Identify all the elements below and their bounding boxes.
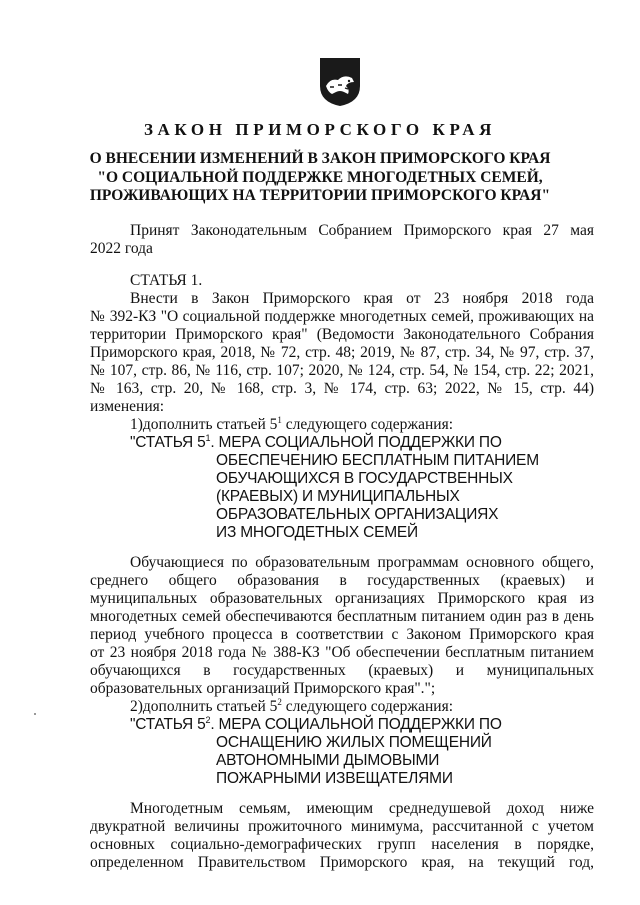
new-article-heading-line: ОБРАЗОВАТЕЛЬНЫХ ОРГАНИЗАЦИЯХ xyxy=(216,506,499,523)
new-article-heading-line: ПОЖАРНЫМИ ИЗВЕЩАТЕЛЯМИ xyxy=(216,770,453,787)
adoption-line: 2022 года xyxy=(90,240,153,257)
new-article-5-1-heading: "СТАТЬЯ $5^1$. МЕРА СОЦИАЛЬНОЙ ПОДДЕРЖКИ ПО xyxy=(130,432,502,451)
new-article-heading-line: АВТОНОМНЫМИ ДЫМОВЫМИ xyxy=(216,752,440,769)
new-article-heading-line: (КРАЕВЫХ) И МУНИЦИПАЛЬНЫХ xyxy=(216,488,460,505)
article-text-line: Приморского края, 2018, № 72, стр. 48; 2019, № 87, стр. 34, № 97, стр. 37, xyxy=(90,344,594,361)
article-5-1-text-line: период учебного процесса в соответствии с Законом Приморского края xyxy=(90,626,594,643)
amendment-item-2: 2)дополнить статьей $5^2$ следующего содержания: xyxy=(130,696,454,715)
subtitle-line: "О СОЦИАЛЬНОЙ ПОДДЕРЖКЕ МНОГОДЕТНЫХ СЕМЕЙ, xyxy=(97,168,543,186)
article-heading: СТАТЬЯ 1. xyxy=(130,272,203,289)
article-text-line: № 392-КЗ "О социальной поддержке многодетных семей, проживающих на xyxy=(90,308,594,325)
article-text-line: Внести в Закон Приморского края от 23 ноября 2018 года xyxy=(130,290,594,307)
article-5-2-text-line: Многодетным семьям, имеющим среднедушевой доход ниже xyxy=(130,800,594,817)
article-5-1-text-line: многодетных семей обеспечиваются бесплатным питанием один раз в день xyxy=(90,608,594,625)
coat-of-arms-icon xyxy=(318,56,362,108)
adoption-line: Принят Законодательным Собранием Приморского края 27 мая xyxy=(130,222,594,239)
article-5-1-text-line: муниципальных образовательных организациях Приморского края из xyxy=(90,590,594,607)
article-5-2-text-line: основных социально-демографических групп населения в порядке, xyxy=(90,836,594,853)
new-article-heading-line: ОБЕСПЕЧЕНИЮ БЕСПЛАТНЫМ ПИТАНИЕМ xyxy=(216,452,539,469)
article-text-line: № 163, стр. 20, № 168, стр. 3, № 174, стр. 63; 2022, № 15, стр. 44) xyxy=(90,380,594,397)
article-text-line: № 107, стр. 86, № 116, стр. 107; 2020, № 124, стр. 54, № 154, стр. 22; 2021, xyxy=(90,362,594,379)
subtitle-line: ПРОЖИВАЮЩИХ НА ТЕРРИТОРИИ ПРИМОРСКОГО КРАЯ" xyxy=(89,187,551,204)
article-5-1-text-line: от 23 ноября 2018 года № 388-КЗ "Об обеспечении бесплатным питанием xyxy=(90,644,594,661)
article-text-line: территории Приморского края" (Ведомости Законодательного Собрания xyxy=(90,326,594,343)
new-article-heading-line: ОСНАЩЕНИЮ ЖИЛЫХ ПОМЕЩЕНИЙ xyxy=(216,734,492,751)
law-title: ЗАКОН ПРИМОРСКОГО КРАЯ xyxy=(143,120,497,139)
scan-speck xyxy=(34,713,36,715)
amendment-item-1: 1)дополнить статьей $5^1$ следующего содержания: xyxy=(130,414,454,433)
new-article-heading-line: ОБУЧАЮЩИХСЯ В ГОСУДАРСТВЕННЫХ xyxy=(216,470,513,487)
article-5-1-text-line: обучающихся в государственных (краевых) и муниципальных xyxy=(90,662,594,679)
subtitle-line: О ВНЕСЕНИИ ИЗМЕНЕНИЙ В ЗАКОН ПРИМОРСКОГО КРАЯ xyxy=(89,150,551,167)
new-article-5-2-heading: "СТАТЬЯ $5^2$. МЕРА СОЦИАЛЬНОЙ ПОДДЕРЖКИ ПО xyxy=(130,714,502,733)
article-5-2-text-line: двукратной величины прожиточного минимума, рассчитанной с учетом xyxy=(90,818,594,835)
new-article-heading-line: ИЗ МНОГОДЕТНЫХ СЕМЕЙ xyxy=(216,524,418,541)
article-text-line: изменения: xyxy=(90,398,165,415)
article-5-1-text-line: образовательных организаций Приморского края"."; xyxy=(90,680,436,697)
law-subtitle xyxy=(0,150,640,206)
article-5-1-text-line: среднего общего образования в государственных (краевых) и xyxy=(90,572,594,589)
article-5-1-text-line: Обучающиеся по образовательным программам основного общего, xyxy=(130,554,594,571)
article-5-2-text-line: определенном Правительством Приморского края, на текущий год, xyxy=(90,854,594,871)
